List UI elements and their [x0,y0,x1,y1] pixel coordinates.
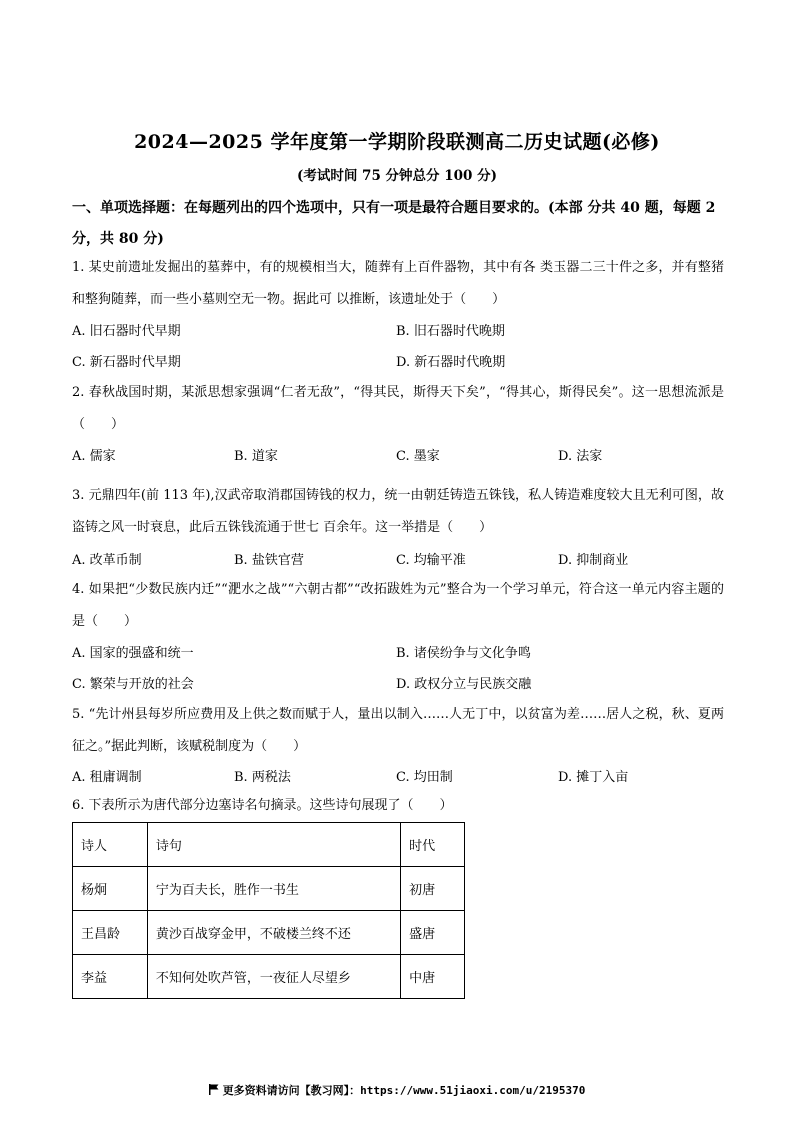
question-5-options [72,766,722,786]
option-d: D. 新石器时代晚期 [396,355,506,370]
table-header-row [73,823,465,867]
question-4-options [72,642,722,662]
exam-subtitle: (考试时间 75 分钟总分 100 分) [296,168,498,184]
poem-cell: 黄沙百战穿金甲，不破楼兰终不还 [147,911,400,955]
table-header-cell: 诗句 [147,823,400,867]
option-c: C. 墨家 [396,449,440,464]
option-c: C. 均输平准 [396,553,466,568]
option-d: D. 政权分立与民族交融 [396,677,532,692]
question-1-options [72,320,722,340]
poet-cell: 杨炯 [73,867,148,911]
footer-link[interactable] [0,1082,794,1098]
question-4-options-row2 [72,673,722,693]
question-5-stem: 5. “先计州县每岁所应费用及上供之数而赋于人，量出以制入……人无丁中，以贫富为差……居人之税，秋、夏两征之。”据此判断，该赋税制度为（ ） [72,707,724,754]
table-row [73,867,465,911]
question-6-stem: 6. 下表所示为唐代部分边塞诗名句摘录。这些诗句展现了（ ） [72,798,453,813]
question-2-options [72,445,722,465]
question-3-options [72,549,722,569]
option-d: D. 抑制商业 [558,553,629,568]
flag-icon [209,1084,219,1095]
poem-cell: 宁为百夫长，胜作一书生 [147,867,400,911]
poet-cell: 王昌龄 [73,911,148,955]
option-d: D. 法家 [558,449,603,464]
option-d: D. 摊丁入亩 [558,770,629,785]
option-a: A. 旧石器时代早期 [72,324,181,339]
era-cell: 中唐 [401,955,465,999]
option-b: B. 盐铁官营 [234,553,304,568]
poem-table [72,822,465,999]
section-heading: 一、单项选择题：在每题列出的四个选项中，只有一项是最符合题目要求的。(本部 分共 40 题，每题 2 分，共 80 分) [72,200,716,247]
option-b: B. 诸侯纷争与文化争鸣 [396,646,531,661]
table-header-cell: 时代 [401,823,465,867]
question-3-stem: 3. 元鼎四年(前 113 年),汉武帝取消郡国铸钱的权力，统一由朝廷铸造五铢钱，私人铸造难度较大且无利可图，故盗铸之风一时衰息，此后五铢钱流通于世七 百余年。这一举措是（ ） [72,488,724,535]
poet-cell: 李益 [73,955,148,999]
option-a: A. 租庸调制 [72,770,142,785]
question-1-options-row2 [72,351,722,371]
exam-title: 2024—2025 学年度第一学期阶段联测高二历史试题(必修) [134,131,660,153]
era-cell: 初唐 [401,867,465,911]
table-row [73,955,465,999]
option-c: C. 均田制 [396,770,453,785]
table-row [73,911,465,955]
table-header-cell: 诗人 [73,823,148,867]
option-b: B. 道家 [234,449,278,464]
option-a: A. 儒家 [72,449,116,464]
option-b: B. 旧石器时代晚期 [396,324,505,339]
option-a: A. 改革币制 [72,553,142,568]
option-c: C. 繁荣与开放的社会 [72,677,194,692]
question-2-stem: 2. 春秋战国时期，某派思想家强调“仁者无敌”，“得其民，斯得天下矣”，“得其心，斯得民矣”。这一思想流派是（ ） [72,385,724,432]
footer-text: 更多资料请访问【教习网】：https://www.51jiaoxi.com/u/2195370 [222,1084,586,1097]
question-1-stem: 1. 某史前遗址发掘出的墓葬中，有的规模相当大，随葬有上百件器物，其中有各 类玉器二三十件之多，并有整猪和整狗随葬，而一些小墓则空无一物。据此可 以推断，该遗址处于（ ） [72,260,724,307]
question-4-stem: 4. 如果把“少数民族内迁”“淝水之战”“六朝古都”“改拓跋姓为元”整合为一个学习单元，符合这一单元内容主题的是（ ） [72,582,724,629]
poem-cell: 不知何处吹芦管，一夜征人尽望乡 [147,955,400,999]
era-cell: 盛唐 [401,911,465,955]
option-c: C. 新石器时代早期 [72,355,181,370]
option-a: A. 国家的强盛和统一 [72,646,194,661]
option-b: B. 两税法 [234,770,291,785]
